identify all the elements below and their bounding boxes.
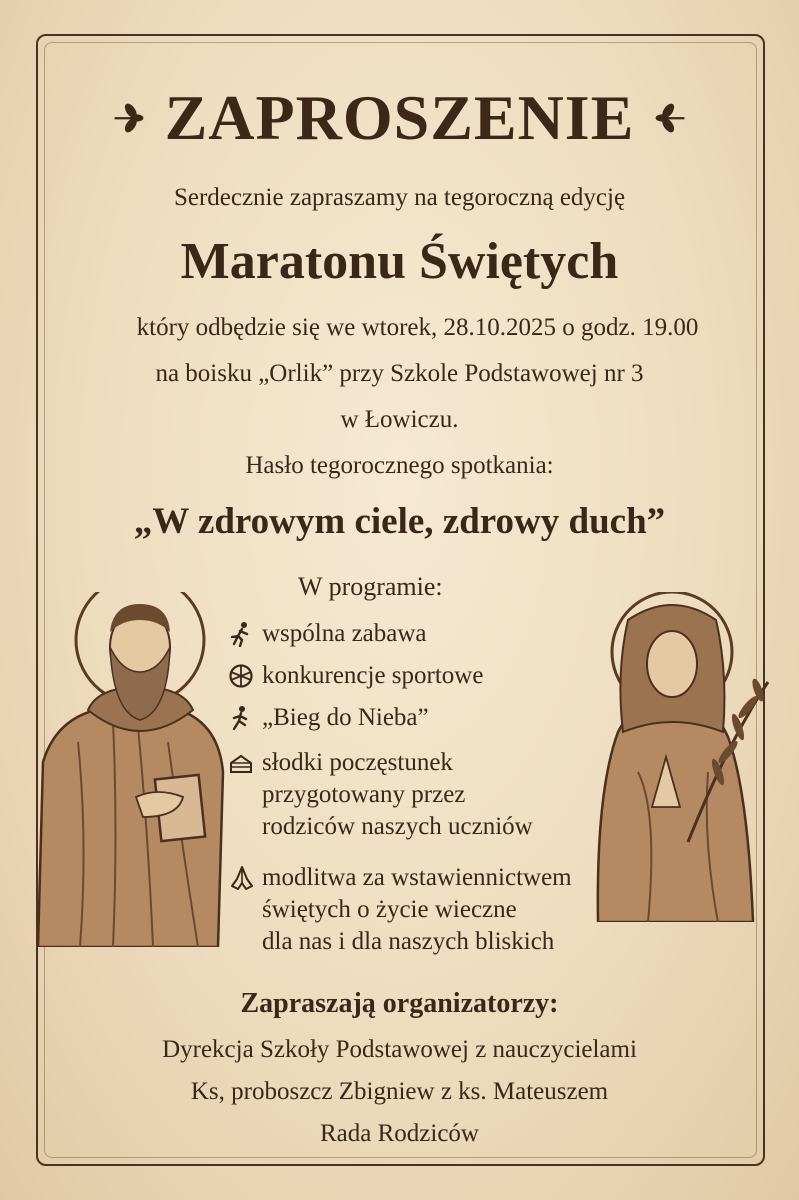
runner-icon — [228, 705, 254, 731]
title-row — [0, 78, 799, 158]
organizers-title: Zapraszają organizatorzy: — [240, 988, 559, 1019]
running-person-icon — [228, 621, 254, 647]
program-item-text: przygotowany przez — [262, 781, 466, 808]
event-name: Maratonu Świętych — [180, 233, 619, 290]
program-item — [228, 862, 572, 958]
page-title: ZAPROSZENIE — [164, 82, 635, 153]
organizer-line: Ks, proboszcz Zbigniew z ks. Mateuszem — [190, 1078, 609, 1105]
intro-line: Serdecznie zapraszamy na tegoroczną edycję — [173, 184, 626, 211]
event-city: w Łowiczu. — [340, 406, 459, 433]
program-item-text: rodziców naszych uczniów — [262, 813, 533, 840]
motto-label: Hasło tegorocznego spotkania: — [245, 452, 554, 479]
program-item-text: wspólna zabawa — [262, 620, 427, 647]
program-item-text: konkurencje sportowe — [262, 662, 484, 689]
program-item — [228, 660, 483, 692]
program-item-text: „Bieg do Nieba” — [262, 704, 429, 731]
program-item-text: dla nas i dla naszych bliskich — [262, 928, 555, 955]
program-item-text: modlitwa za wstawiennictwem — [262, 864, 572, 891]
saint-monk-illustration — [18, 592, 228, 947]
organizer-line: Dyrekcja Szkoły Podstawowej z nauczycielami — [162, 1036, 637, 1063]
program-item — [228, 702, 429, 734]
saint-woman-illustration — [588, 592, 780, 922]
praying-hands-icon — [228, 864, 256, 892]
event-date: który odbędzie się we wtorek, 28.10.2025 o godz. 19.00 — [136, 314, 699, 341]
program-item — [228, 747, 533, 843]
program-item — [228, 618, 427, 650]
program-item-text: świętych o życie wieczne — [262, 896, 517, 923]
motto-text: „W zdrowym ciele, zdrowy duch” — [133, 501, 666, 542]
laurel-leaf-icon — [652, 100, 688, 136]
cake-icon — [228, 750, 254, 776]
ball-icon — [228, 663, 254, 689]
event-place: na boisku „Orlik” przy Szkole Podstawowej nr 3 — [155, 360, 644, 387]
organizer-line: Rada Rodziców — [320, 1120, 479, 1147]
program-item-text: słodki poczęstunek — [262, 749, 453, 776]
program-title: W programie: — [298, 572, 443, 601]
laurel-leaf-icon — [111, 100, 147, 136]
